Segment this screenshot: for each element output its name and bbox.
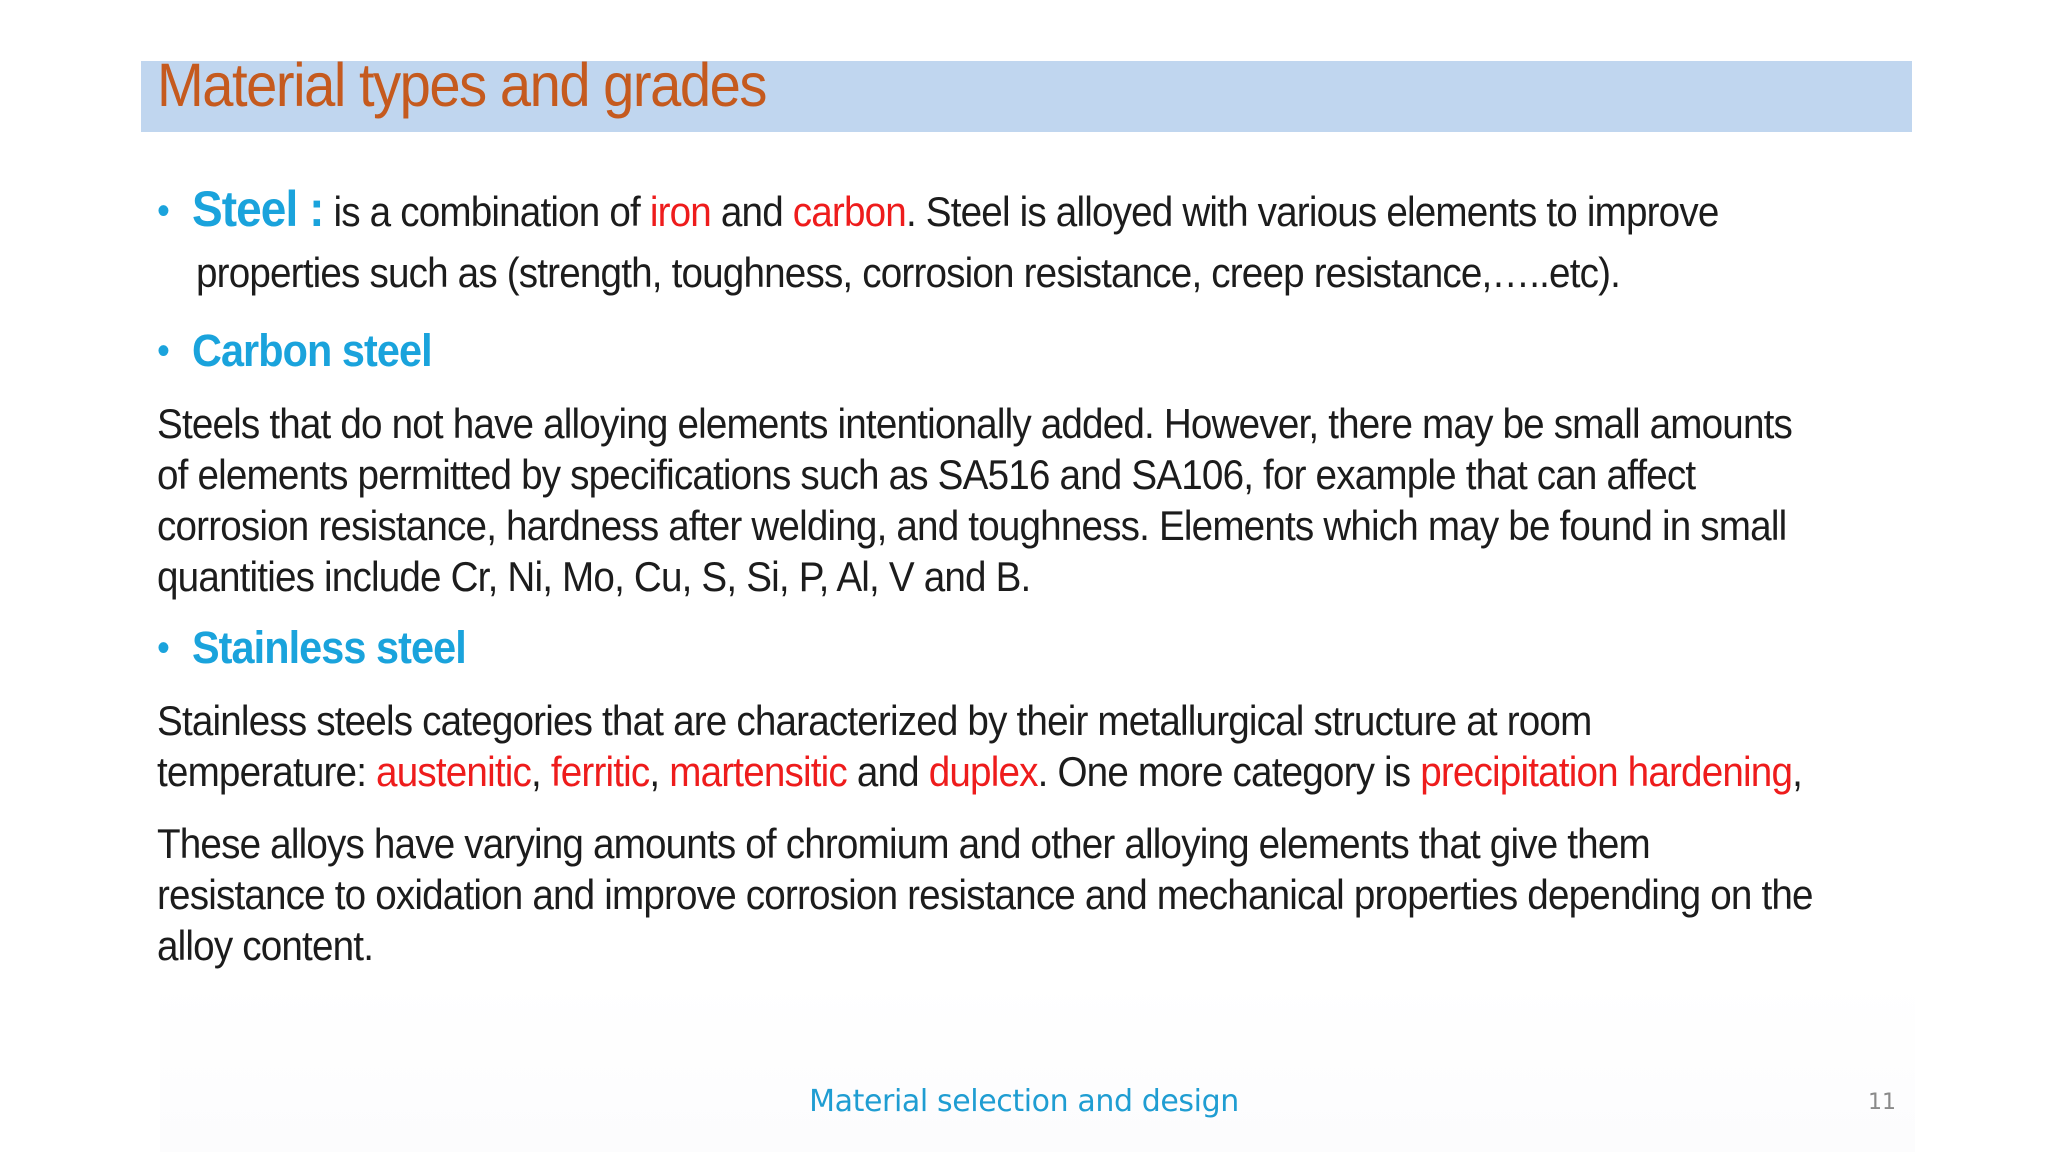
- steel-text-1: is a combination of: [323, 188, 650, 235]
- carbon-steel-line-3: corrosion resistance, hardness after welding, and toughness. Elements which may be found in small: [157, 502, 1787, 549]
- bullet-dot-icon: •: [157, 189, 170, 233]
- carbon-steel-paragraph: [157, 398, 1792, 602]
- steel-iron: iron: [649, 188, 711, 235]
- carbon-steel-heading: Carbon steel: [191, 325, 432, 376]
- carbon-steel-line-1: Steels that do not have alloying elements intentionally added. However, there may be small amounts: [157, 400, 1793, 447]
- stainless-precipitation: precipitation hardening: [1420, 748, 1793, 795]
- alloys-paragraph: [157, 818, 1813, 971]
- slide-lower-shade: [160, 980, 1915, 1152]
- bullet-steel: [157, 180, 1718, 238]
- carbon-steel-line-2: of elements permitted by specifications such as SA516 and SA106, for example that can affect: [157, 451, 1696, 498]
- stainless-ferritic: ferritic: [550, 748, 650, 795]
- steel-text-3: . Steel is alloyed with various elements to improve: [905, 188, 1719, 235]
- stainless-comma-1: ,: [531, 748, 551, 795]
- stainless-paragraph: [157, 695, 1802, 797]
- stainless-duplex: duplex: [928, 748, 1038, 795]
- steel-carbon: carbon: [792, 188, 906, 235]
- stainless-martensitic: martensitic: [669, 748, 847, 795]
- bullet-dot-icon: •: [157, 626, 170, 670]
- bullet-stainless-steel: [157, 622, 466, 674]
- bullet-carbon-steel: [157, 325, 432, 377]
- bullet-dot-icon: •: [157, 329, 170, 373]
- stainless-text-temp: temperature:: [157, 748, 377, 795]
- steel-heading: Steel :: [191, 181, 324, 237]
- page-number: 11: [1868, 1090, 1896, 1115]
- alloys-line-1: These alloys have varying amounts of chromium and other alloying elements that give them: [157, 820, 1650, 867]
- stainless-text-end: ,: [1792, 748, 1803, 795]
- stainless-austenitic: austenitic: [376, 748, 532, 795]
- stainless-steel-heading: Stainless steel: [191, 622, 466, 673]
- stainless-comma-2: ,: [649, 748, 670, 795]
- stainless-line-2: [157, 746, 1802, 797]
- stainless-text-category: . One more category is: [1037, 748, 1421, 795]
- steel-text-2: and: [710, 188, 793, 235]
- alloys-line-2: resistance to oxidation and improve corrosion resistance and mechanical properties depending on the: [157, 871, 1813, 918]
- slide-footer: Material selection and design: [809, 1084, 1239, 1119]
- stainless-and: and: [846, 748, 929, 795]
- carbon-steel-line-4: quantities include Cr, Ni, Mo, Cu, S, Si, P, Al, V and B.: [157, 553, 1031, 600]
- alloys-line-3: alloy content.: [157, 922, 374, 969]
- stainless-line-1: Stainless steels categories that are characterized by their metallurgical structure at room: [157, 697, 1592, 744]
- steel-line-2: properties such as (strength, toughness, corrosion resistance, creep resistance,…..etc).: [196, 249, 1621, 296]
- slide-title: Material types and grades: [157, 51, 766, 119]
